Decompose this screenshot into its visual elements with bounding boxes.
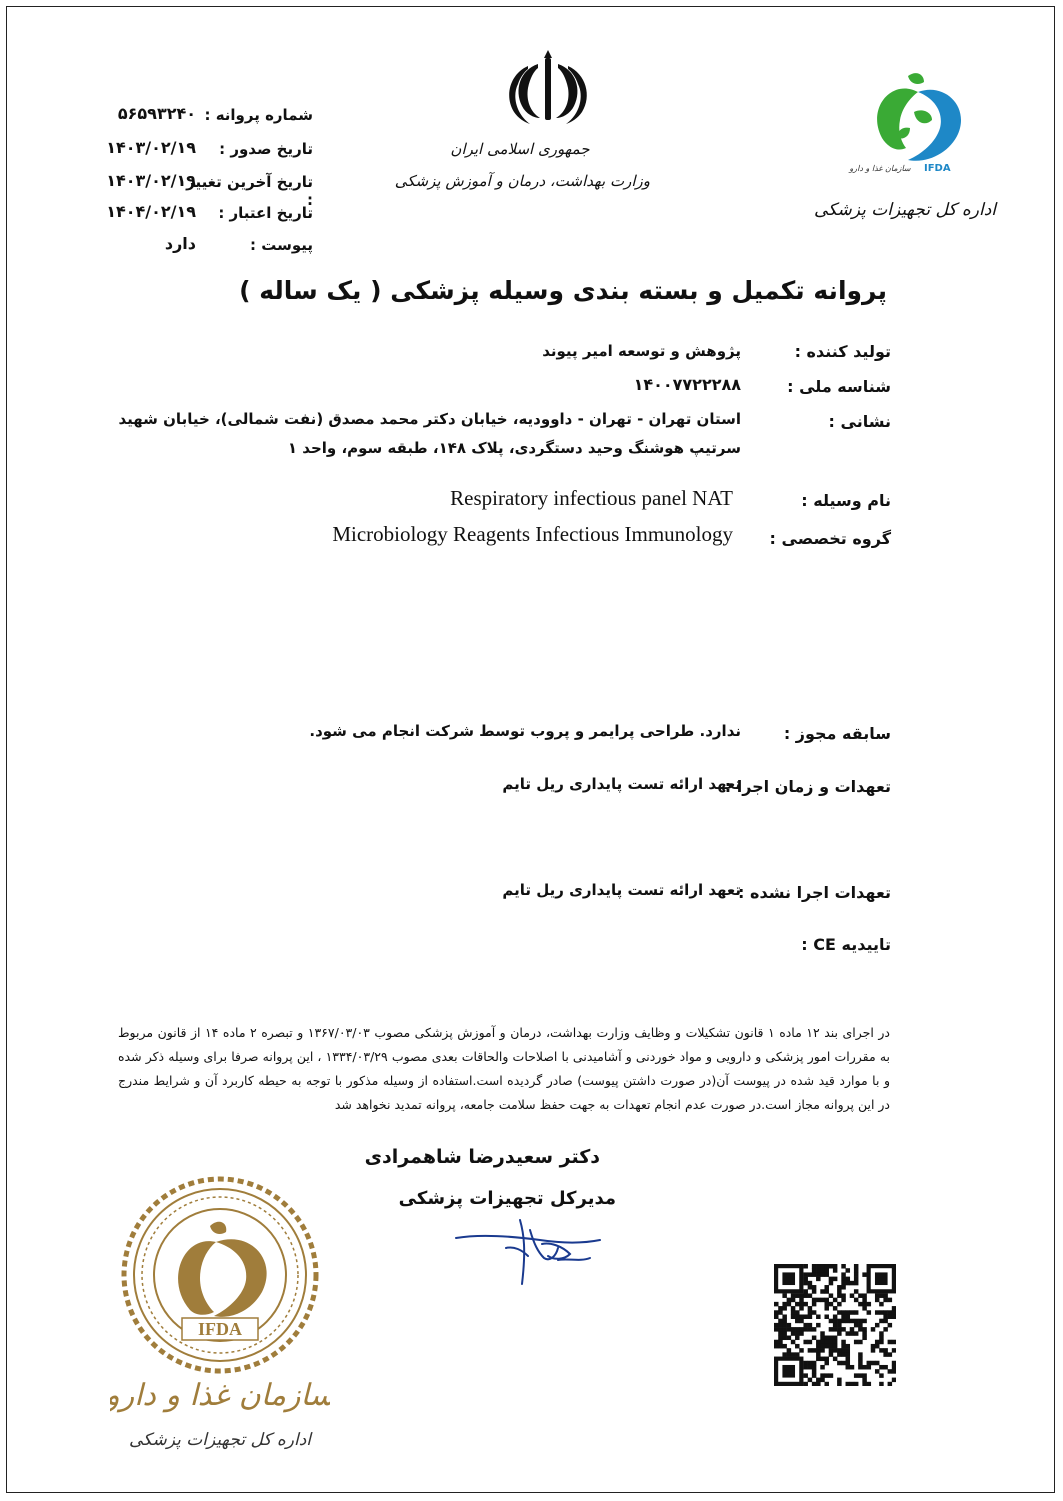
last-change-date-label: تاریخ آخرین تغییر : — [186, 173, 313, 209]
attachment-label: پیوست : — [249, 236, 313, 254]
ifda-department-name: اداره کل تجهیزات پزشکی — [813, 200, 996, 220]
attachment-value: دارد — [164, 234, 196, 253]
national-id-value: ۱۴۰۰۷۷۲۲۲۸۸ — [633, 375, 741, 394]
commitments-pending-label: تعهدات اجرا نشده : — [738, 883, 891, 902]
ifda-logo-small-text: سازمان غذا و دارو — [849, 164, 911, 173]
commitments-time-value: تعهد ارائه تست پایداری ریل تایم — [502, 775, 741, 793]
address-line-1: استان تهران - تهران - داوودیه، خیابان دکتر محمد مصدق (نفت شمالی)، خیابان شهید — [118, 410, 741, 428]
validity-date-value: ۱۴۰۴/۰۲/۱۹ — [106, 202, 196, 221]
address-label: نشانی : — [828, 412, 891, 431]
issue-date-value: ۱۴۰۳/۰۲/۱۹ — [106, 138, 196, 157]
handwritten-signature — [450, 1200, 610, 1290]
crest-line-1: جمهوری اسلامی ایران — [450, 140, 590, 158]
specialty-group-value: Microbiology Reagents Infectious Immunology — [332, 522, 733, 546]
seal-org-name: سازمان غذا و دارو — [110, 1378, 330, 1413]
signatory-role: مدیرکل تجهیزات پزشکی — [398, 1188, 616, 1209]
manufacturer-value: پژوهش و توسعه امیر پیوند — [542, 342, 741, 360]
device-name-value: Respiratory infectious panel NAT — [450, 486, 733, 510]
device-name-label: نام وسیله : — [801, 491, 891, 510]
specialty-group-label: گروه تخصصی : — [769, 529, 891, 548]
commitments-pending-value: تعهد ارائه تست پایداری ریل تایم — [502, 881, 741, 899]
ifda-gold-seal — [110, 1170, 330, 1460]
certificate-title: پروانه تکمیل و بسته بندی وسیله پزشکی ( یک ساله ) — [239, 276, 887, 305]
ce-approval-label: تاییدیه CE : — [801, 935, 891, 954]
manufacturer-label: تولید کننده : — [794, 342, 891, 361]
address-line-2: سرتیپ هوشنگ وحید دستگردی، پلاک ۱۴۸، طبقه سوم، واحد ۱ — [287, 439, 741, 457]
last-change-date-value: ۱۴۰۳/۰۲/۱۹ — [106, 171, 196, 190]
validity-date-label: تاریخ اعتبار : — [218, 204, 313, 222]
seal-department: اداره کل تجهیزات پزشکی — [128, 1430, 312, 1450]
license-number-value: ۵۶۵۹۳۲۴۰ — [117, 104, 196, 123]
license-history-value: ندارد. طراحی پرایمر و پروب توسط شرکت انجام می شود. — [309, 722, 741, 740]
crest-line-2: وزارت بهداشت، درمان و آموزش پزشکی — [394, 172, 650, 190]
national-id-label: شناسه ملی : — [787, 377, 891, 396]
license-number-label: شماره پروانه : — [204, 106, 313, 124]
legal-paragraph: در اجرای بند ۱۲ ماده ۱ قانون تشکیلات و وظایف وزارت بهداشت، درمان و آموزش پزشکی مصوب ۱۳۶۷/۰۳/۰۳ و تبصره ۲ ماده ۱۴ از قانون مربوط به مقررات امور پزشکی و دارویی و مواد خوردنی و آشامیدنی با اصلاحات والحاقات بعدی مصوب ۱۳۳۴/۰۳/۲۹ ، این پروانه صرفا برای وسیله ذکر شده و با موارد قید شده در پیوست آن(در صورت داشتن پیوست) صادر گردیده است.استفاده از وسیله مذکور با توجه به حیطه کاربرد آن و شرایط مندرج در این پروانه مجاز است.در صورت عدم انجام تعهدات به جهت حفظ سلامت جامعه، پروانه تمدید نخواهد شد — [118, 1025, 890, 1112]
seal-acronym: IFDA — [198, 1319, 242, 1339]
issue-date-label: تاریخ صدور : — [219, 140, 313, 158]
iran-emblem-icon — [498, 44, 598, 134]
signatory-name: دکتر سعیدرضا شاهمرادی — [364, 1146, 600, 1168]
license-history-label: سابقه مجوز : — [783, 724, 891, 743]
ifda-logo-acronym: IFDA — [924, 163, 951, 174]
qr-code — [774, 1264, 896, 1386]
commitments-time-label: تعهدات و زمان اجرا : — [724, 777, 891, 796]
